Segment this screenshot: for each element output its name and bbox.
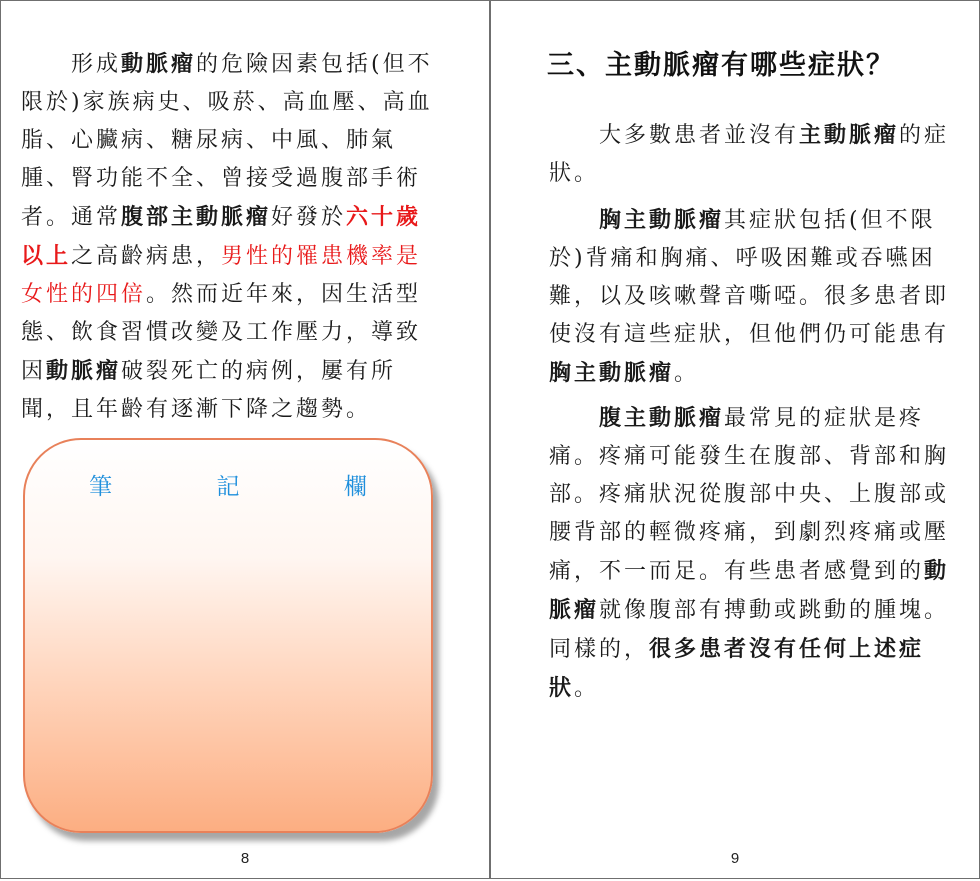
emphasis-text: 男性的罹患機率是女性的四倍 <box>21 244 422 307</box>
text-run: 大多數患者並沒有 <box>549 123 800 148</box>
text-run: 破裂死亡的病例，屢有所聞，且年齡有逐漸下降之趨勢。 <box>21 359 397 422</box>
emphasis-text: 動脈瘤 <box>46 358 122 384</box>
risk-factors-paragraph <box>21 45 441 429</box>
text-run <box>549 208 599 233</box>
emphasis-text: 六十歲以上 <box>21 204 422 269</box>
emphasis-text: 動脈瘤 <box>121 51 197 77</box>
section-heading: 三、主動脈瘤有哪些症狀？ <box>547 50 895 81</box>
emphasis-text: 胸主動脈瘤 <box>549 360 675 386</box>
text-run: 。 <box>574 676 600 701</box>
left-page <box>0 0 490 879</box>
right-page <box>490 0 980 879</box>
notes-title-char: 記 <box>216 474 240 500</box>
text-run: 之高齡病患， <box>71 244 222 269</box>
notes-box <box>23 438 433 833</box>
page-number-left: 8 <box>240 850 250 867</box>
abdominal-aneurysm-paragraph <box>549 399 961 708</box>
thoracic-aneurysm-paragraph <box>549 201 961 393</box>
notes-title-char: 筆 <box>89 474 113 500</box>
text-run: 的症狀。 <box>549 123 950 186</box>
text-run: 最常見的症狀是疼痛。疼痛可能發生在腹部、背部和胸部。疼痛狀況從腹部中央、上腹部或腰背部的輕微疼痛，到劇烈疼痛或壓痛，不一而足。有些患者感覺到的 <box>549 406 950 584</box>
emphasis-text: 腹主動脈瘤 <box>599 405 725 431</box>
emphasis-text: 很多患者沒有任何上述症狀 <box>549 636 925 701</box>
symptoms-intro-paragraph <box>549 116 961 193</box>
page-number-right: 9 <box>730 850 740 867</box>
text-run: 。然而近年來，因生活型態、飲食習慣改變及工作壓力，導致因 <box>21 282 422 384</box>
emphasis-text: 腹部主動脈瘤 <box>121 204 272 230</box>
text-run: 就像腹部有搏動或跳動的腫塊。同樣的， <box>549 598 950 662</box>
notes-title-char: 欄 <box>343 474 367 500</box>
text-run: 形成 <box>21 52 122 77</box>
emphasis-text: 主動脈瘤 <box>799 122 900 148</box>
emphasis-text: 胸主動脈瘤 <box>599 207 725 233</box>
text-run: 。 <box>674 361 700 386</box>
text-run: 其症狀包括(但不限於)背痛和胸痛、呼吸困難或吞嚥困難，以及咳嗽聲音嘶啞。很多患者即使沒有這些症狀，但他們仍可能患有 <box>549 208 950 347</box>
text-run: 好發於 <box>271 205 347 230</box>
text-run: 的危險因素包括(但不限於)家族病史、吸菸、高血壓、高血脂、心臟病、糖尿病、中風、肺氣腫、腎功能不全、曾接受過腹部手術者。通常 <box>21 52 433 230</box>
notes-title <box>25 468 431 501</box>
text-run <box>549 406 599 431</box>
emphasis-text: 動脈瘤 <box>549 558 950 623</box>
